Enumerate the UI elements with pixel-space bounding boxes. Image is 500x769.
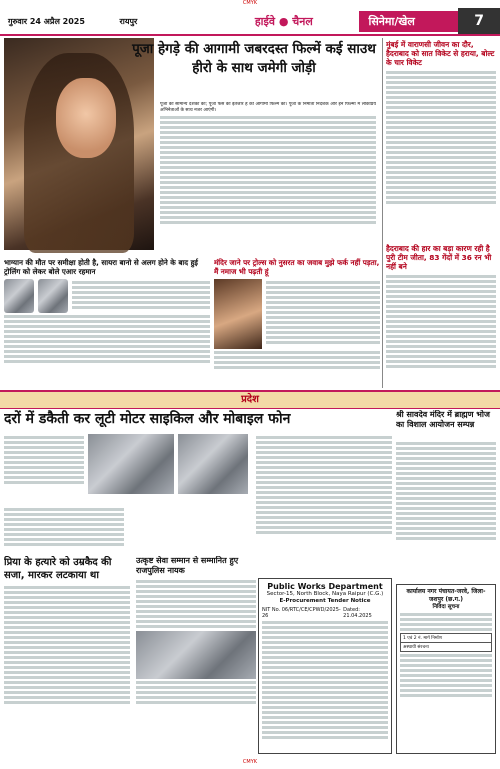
table-row [401,643,492,652]
ar-rahman-story [4,258,210,388]
right-story-2 [386,244,496,388]
bottom-lead-body [4,434,254,504]
cmyk-bottom-mark: CMYK [242,759,258,765]
column-rule [382,38,383,388]
pwd-title: Public Works Department [267,582,383,591]
nusrat-photo [214,279,262,349]
lead-body-text: पूजा की सामान्य दर्शकों की; पूजा फैंस को इंतेजार है की आगामी फिल्म को। पूजा के निर्माता निर्देशक और इन फिल्मों में लोकप्रिय अभिनेताओं के साथ नजर आएंगी। [160,102,376,113]
masthead-date: गुरुवार 24 अप्रैल 2025 [8,16,85,26]
lead-photo-face [56,78,116,158]
pwd-subtitle: Sector-15, North Block, Naya Raipur (C.G.) [266,591,384,597]
brahmin-bhoj-headline: श्री सावदेव मंदिर में ब्राह्मण भोज का विशाल आयोजन सम्पन्न [396,410,490,429]
nusrat-title: मंदिर जाने पर ट्रोल्स को नुसरत का जवाब मुझे फर्क नहीं पड़ता, मैं नमाज भी पढ़ती हूं [214,258,380,276]
award-photo [136,631,256,679]
right-story-1 [386,40,496,240]
bottom-photo-1 [88,434,174,494]
masthead [0,8,500,36]
office-row-1: 1 एवं 2 नं. मार्ग निर्माण [401,634,492,643]
office-title: कार्यालय नगर पंचायत-जरवे, जिला-जशपुर (छ.ग.) [406,588,486,603]
masthead-city: रायपुर [119,16,138,26]
office-row-2: अस्थायी संरचना [401,643,492,652]
priya-headline: प्रिया के हत्यारे को उम्रकैद की सजा, मारकर लटकाया था [4,557,112,581]
award-headline: उत्कृष्ट सेवा सम्मान से सम्मानित हुए राजपुलिस नायक [136,556,239,575]
bottom-left-text [4,506,124,554]
office-notice [396,584,496,754]
section-strip: प्रदेश [0,390,500,409]
pwd-sub2: E-Procurement Tender Notice [279,598,371,604]
office-subtitle: निविदा सूचना [432,604,460,610]
lead-headline: पूजा हेगड़े की आगामी जबरदस्त फिल्में कई साउथ हीरो के साथ जमेगी जोड़ी [132,41,376,76]
bottom-photo-2 [178,434,248,494]
section-label: सिनेमा/खेल [359,11,459,32]
ar-rahman-title: भाग्यान की मौत पर समीक्षा होती है, सायरा बानो से अलग होने के बाद हुई ट्रोलिंग को लेकर बोले एआर रहमान [4,258,198,276]
lead-body [160,102,376,252]
bottom-big-headline: दरों में डकैती कर लूटी मोटर साइकिल और मोबाइल फोन [4,411,291,427]
pwd-tender-notice [258,578,392,754]
office-table [400,633,492,652]
cmyk-top-mark: CMYK [242,0,258,6]
page-number: 7 [458,8,500,34]
rahman-photo-1 [4,279,34,313]
masthead-brand: हाईवे ● चैनल [254,14,313,28]
pwd-date: Dated: 21.04.2025 [343,607,372,619]
table-row [401,634,492,643]
priya-story [4,556,130,756]
pwd-ref: NIT No. 06/RTC/CE/CPWD/2025-26 [262,607,341,619]
bottom-mid-col [256,434,392,554]
right-story-1-title: मुंबई में वाराणसी जीवन का दौर, हैदराबाद को सात विकेट से हराया, बोल्ट के चार विकेट [386,40,495,67]
brahmin-bhoj-body [396,440,496,580]
rahman-photo-2 [38,279,68,313]
right-story-2-title: हैदराबाद की हार का बड़ा कारण रही है पुरी टीम जीता, 83 गेंदों में 36 रन भी नहीं बने [386,244,492,271]
nusrat-story [214,258,380,388]
award-story [136,556,256,756]
